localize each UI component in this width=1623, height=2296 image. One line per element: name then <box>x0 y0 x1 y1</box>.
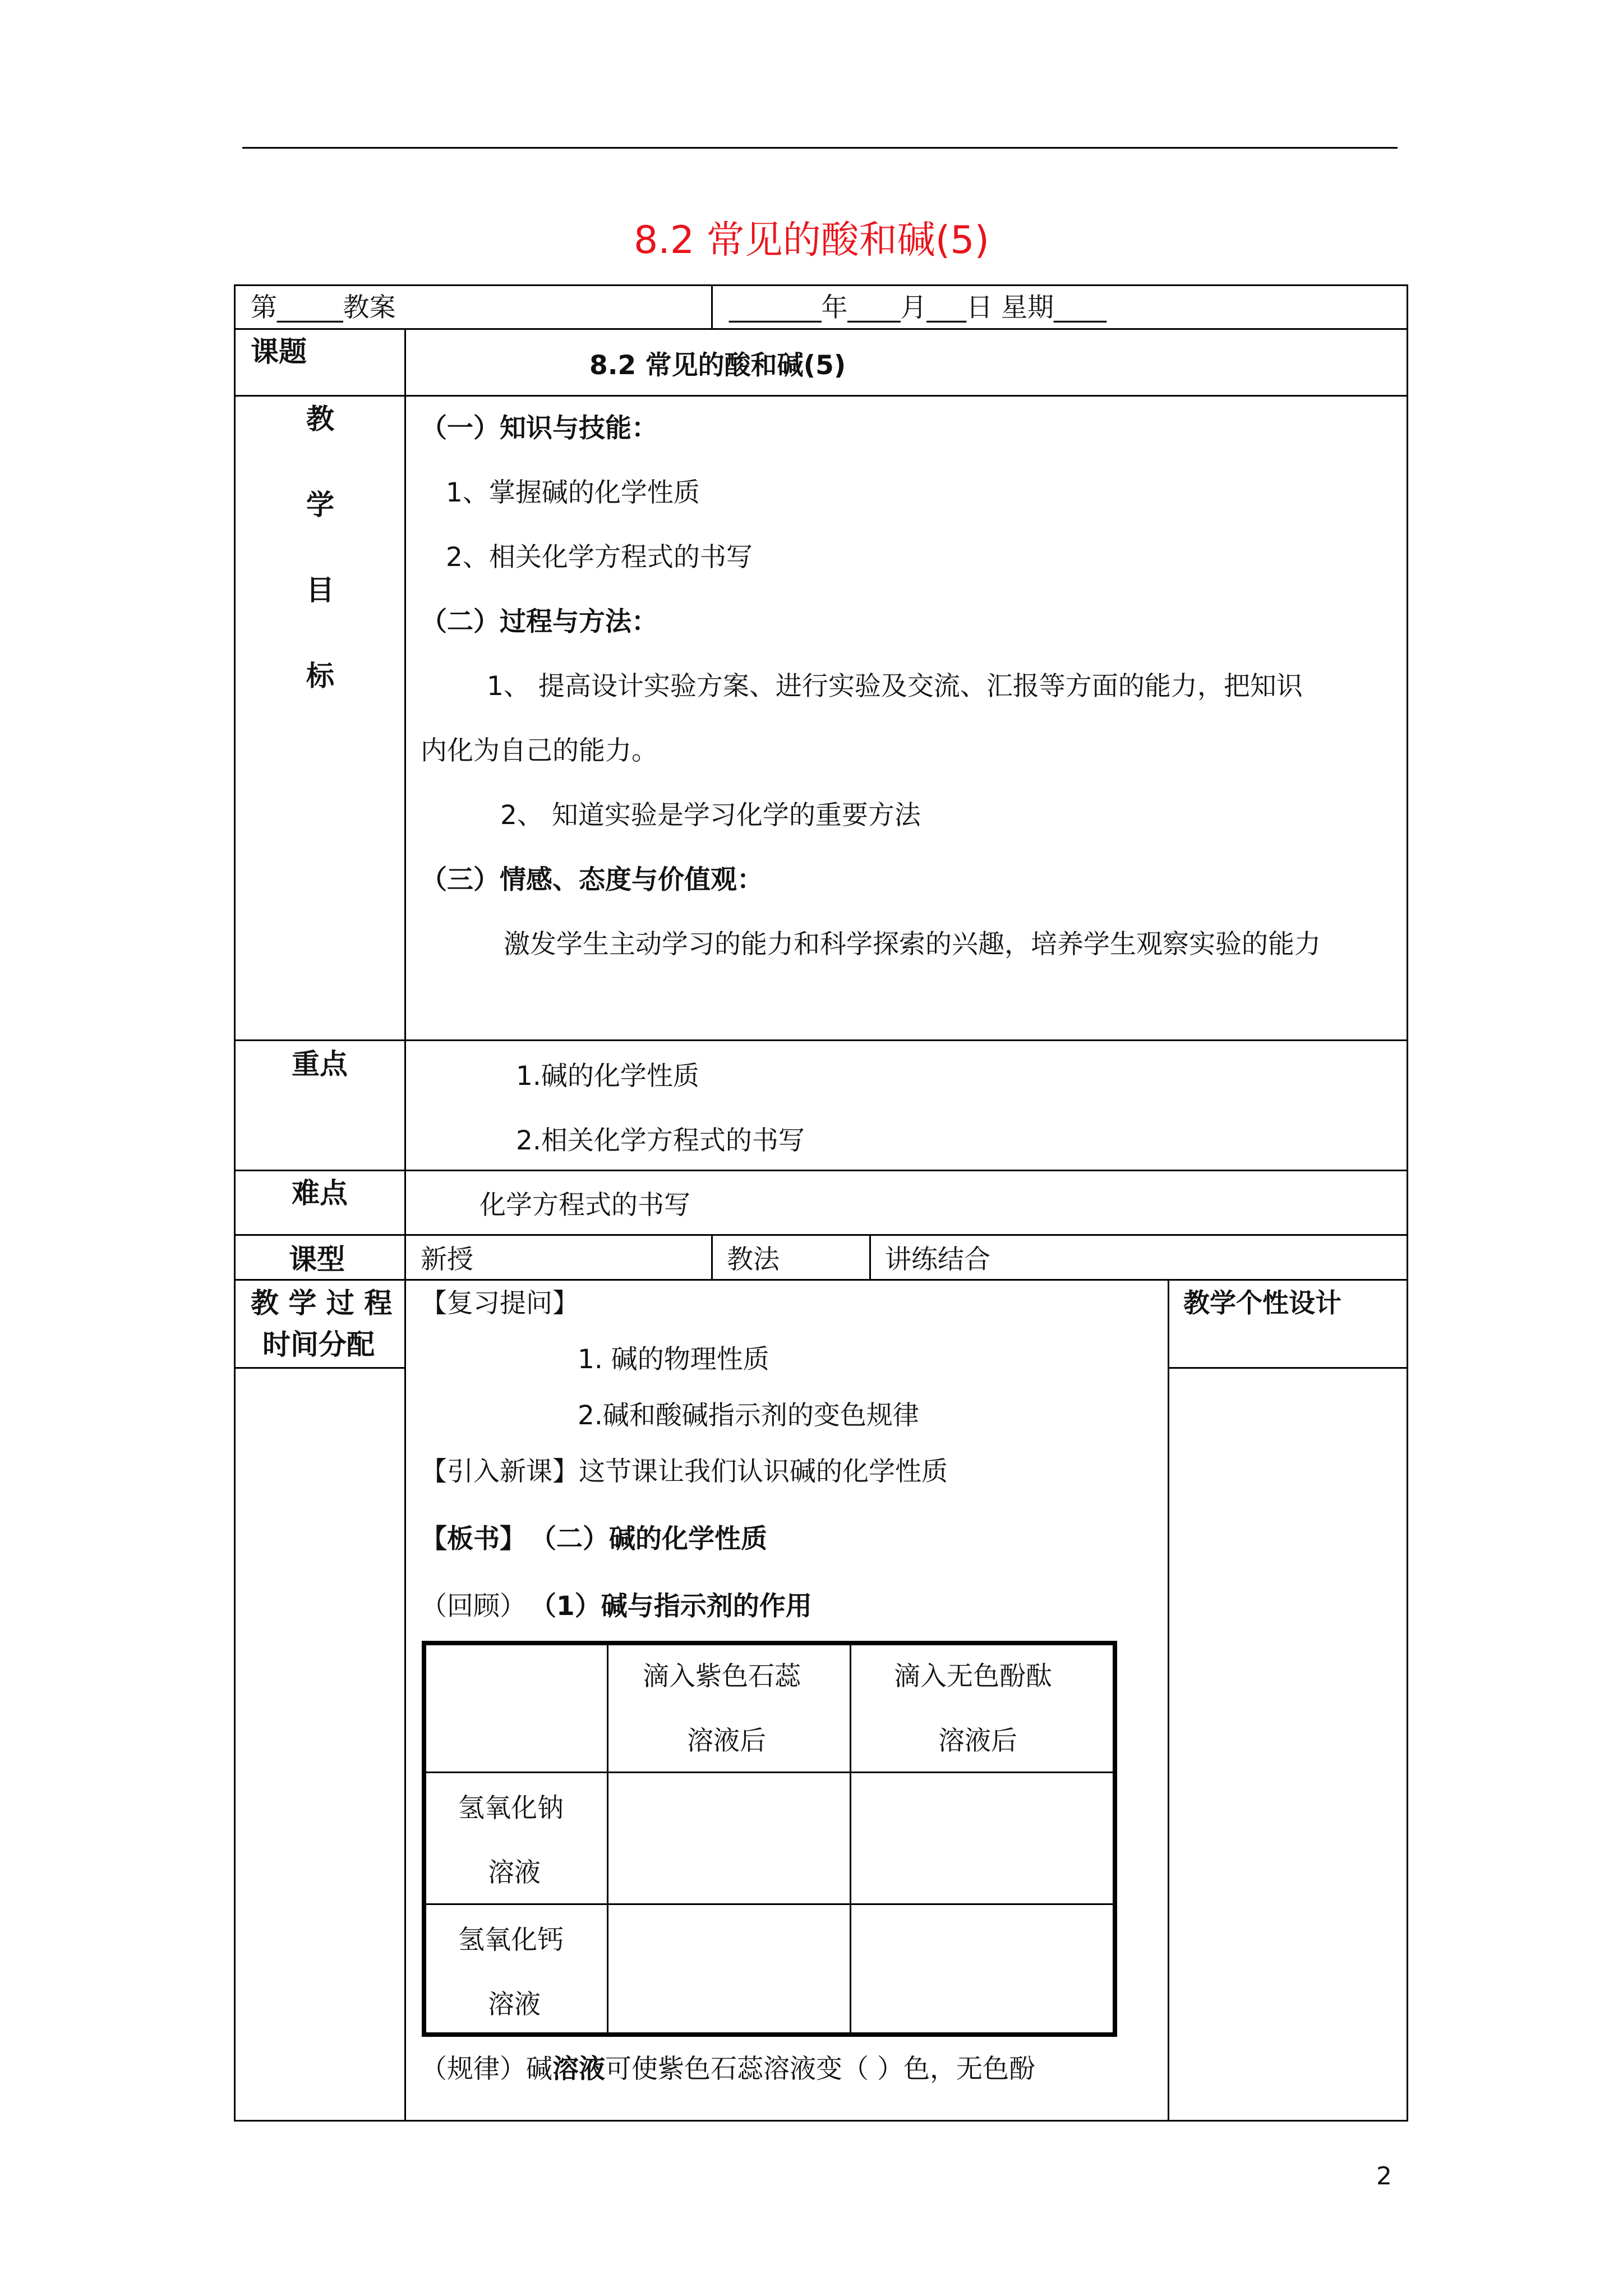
inner-table-border <box>1113 1641 1117 2037</box>
table-border-bottom <box>234 2120 1408 2122</box>
keypoint-item: 2.相关化学方程式的书写 <box>516 1125 805 1156</box>
rule-text-bold: 溶液 <box>552 2054 605 2085</box>
lessontype-label: 课型 <box>289 1243 345 1276</box>
table-rule <box>234 1279 1408 1281</box>
topic-value: 8.2 常见的酸和碱(5) <box>589 350 846 381</box>
board-label: 【板书】 <box>421 1524 526 1554</box>
lesson-number: 第_____教案 <box>251 292 396 323</box>
table-rule <box>234 395 1408 397</box>
knowledge-item: 2、相关化学方程式的书写 <box>446 542 753 573</box>
recall-label: （回顾） <box>421 1591 526 1622</box>
table-row-caoh2: 氢氧化钙 <box>458 1925 564 1955</box>
attitude-item: 激发学生主动学习的能力和科学探索的兴趣，培养学生观察实验的能力 <box>504 929 1321 960</box>
page-number: 2 <box>1376 2162 1392 2191</box>
inner-table-border <box>422 1641 1117 1645</box>
table-rule <box>234 1234 1408 1236</box>
table-header-phenolphthalein: 溶液后 <box>938 1726 1017 1756</box>
review-item: 2.碱和酸碱指示剂的变色规律 <box>578 1400 919 1431</box>
table-border-top <box>234 284 1408 286</box>
table-rule <box>234 328 1408 330</box>
date-line: _______年____月___日 星期____ <box>729 292 1106 323</box>
header-rule <box>242 147 1398 149</box>
topic-label: 课题 <box>251 335 307 368</box>
table-rule <box>404 328 406 2122</box>
table-header-litmus: 滴入紫色石蕊 <box>643 1661 801 1692</box>
table-border-left <box>234 284 236 2122</box>
objectives-label-char: 标 <box>306 660 334 692</box>
table-rule <box>711 284 713 328</box>
intro-line: 【引入新课】这节课让我们认识碱的化学性质 <box>421 1456 948 1487</box>
process-item-continued: 内化为自己的能力。 <box>421 735 658 766</box>
objectives-label-char: 学 <box>306 489 334 521</box>
attitude-heading: （三）情感、态度与价值观： <box>421 864 763 895</box>
method-label: 教法 <box>727 1244 780 1275</box>
table-row-caoh2: 溶液 <box>488 1989 541 2020</box>
inner-table-rule <box>422 1772 1117 1773</box>
process-time-label: 教 学 过 程 <box>251 1287 393 1319</box>
table-header-litmus: 溶液后 <box>687 1726 766 1756</box>
difficulty-label: 难点 <box>292 1177 348 1209</box>
table-header-phenolphthalein: 滴入无色酚酞 <box>894 1661 1052 1692</box>
table-row-naoh: 氢氧化钠 <box>458 1793 564 1824</box>
table-rule <box>1168 1367 1408 1369</box>
lessontype-value: 新授 <box>421 1244 473 1275</box>
knowledge-heading: （一）知识与技能： <box>421 413 658 444</box>
method-value: 讲练结合 <box>885 1244 990 1275</box>
table-rule <box>711 1234 713 1279</box>
review-heading: 【复习提问】 <box>421 1288 579 1319</box>
recall-topic: （1）碱与指示剂的作用 <box>530 1591 812 1622</box>
inner-table-rule <box>422 1903 1117 1905</box>
rule-text: 可使紫色石蕊溶液变（ ）色，无色酚 <box>605 2054 1035 2085</box>
objectives-label-char: 教 <box>306 403 334 435</box>
rule-line <box>421 2054 1035 2085</box>
objectives-label-char: 目 <box>306 574 334 606</box>
process-time-label: 时间分配 <box>262 1328 375 1361</box>
inner-table-border <box>422 2032 1117 2037</box>
table-row-naoh: 溶液 <box>488 1857 541 1888</box>
inner-table-rule <box>850 1641 851 2037</box>
page-title: 8.2 常见的酸和碱(5) <box>634 218 990 263</box>
keypoints-label: 重点 <box>292 1048 348 1080</box>
table-rule <box>234 1170 1408 1171</box>
table-rule <box>869 1234 871 1279</box>
difficulty-value: 化学方程式的书写 <box>479 1190 690 1221</box>
inner-table-rule <box>607 1641 608 2037</box>
rule-text: （规律）碱 <box>421 2054 552 2085</box>
knowledge-item: 1、掌握碱的化学性质 <box>446 477 700 508</box>
process-heading: （二）过程与方法： <box>421 606 658 637</box>
table-border-right <box>1407 284 1408 2122</box>
table-rule <box>234 1039 1408 1041</box>
inner-table-border <box>422 1641 426 2037</box>
table-rule <box>234 1367 406 1369</box>
table-rule <box>1168 1279 1169 2122</box>
process-item: 2、 知道实验是学习化学的重要方法 <box>500 800 921 831</box>
board-topic: （二）碱的化学性质 <box>530 1524 767 1554</box>
review-item: 1. 碱的物理性质 <box>578 1344 769 1375</box>
keypoint-item: 1.碱的化学性质 <box>516 1061 699 1092</box>
process-item: 1、 提高设计实验方案、进行实验及交流、汇报等方面的能力，把知识 <box>487 671 1303 702</box>
personal-design-label: 教学个性设计 <box>1183 1288 1341 1319</box>
